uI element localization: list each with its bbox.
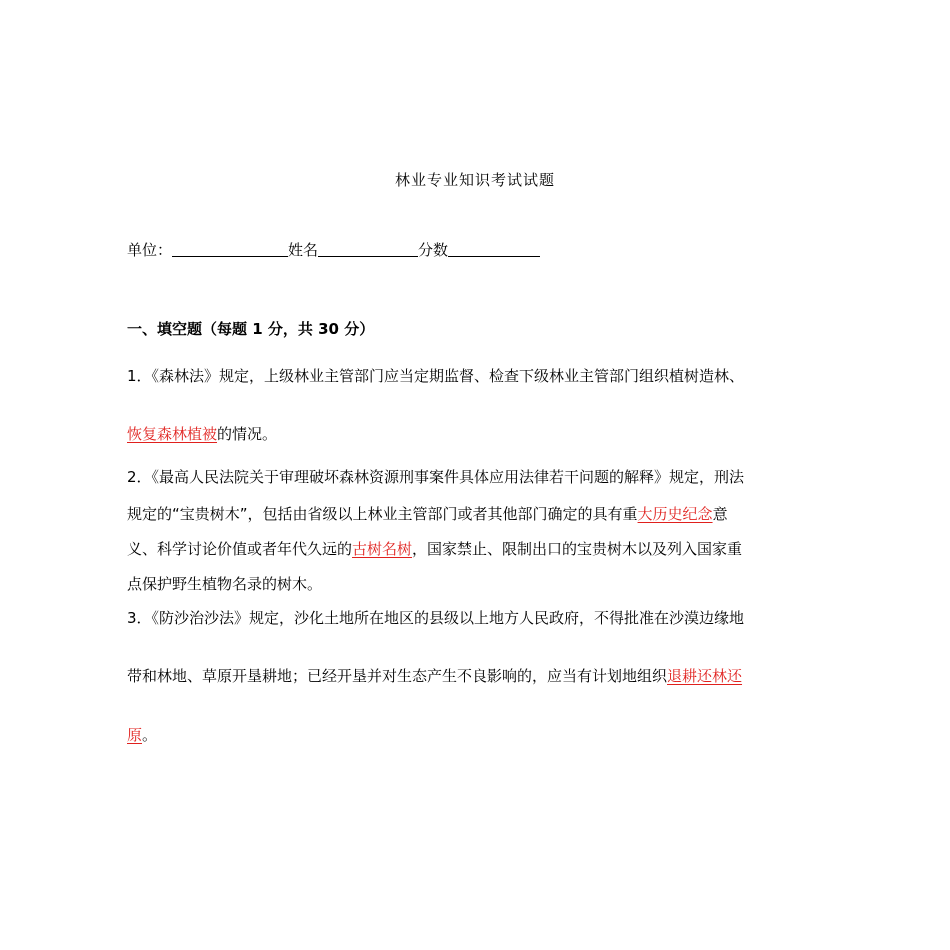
- q2-line3-pre: 义、科学讨论价值或者年代久远的: [127, 540, 353, 558]
- score-label: 分数: [418, 241, 449, 259]
- question-2-line-2: [127, 503, 728, 525]
- q2-line2-pre: 规定的“宝贵树木”，包括由省级以上林业主管部门或者其他部门确定的具有重: [127, 505, 638, 523]
- q2-line2-post: 意: [712, 505, 728, 523]
- header-fields: [127, 239, 540, 261]
- question-2-line-3: [127, 538, 742, 560]
- question-3-line-1: 3．《防沙治沙法》规定，沙化土地所在地区的县级以上地方人民政府，不得批准在沙漠边缘地: [127, 609, 745, 627]
- q3-answer-part-a: 退耕还林还: [667, 667, 743, 685]
- name-blank[interactable]: [318, 240, 418, 257]
- q3-answer-part-b: 原: [127, 726, 143, 744]
- question-1-line-1: 1．《森林法》规定，上级林业主管部门应当定期监督、检查下级林业主管部门组织植树造林、: [127, 367, 745, 385]
- q2-answer-1: 大历史纪念: [637, 505, 713, 523]
- score-blank[interactable]: [448, 240, 540, 257]
- exam-title: 林业专业知识考试试题: [394, 171, 555, 189]
- q1-tail: 的情况。: [217, 425, 278, 443]
- q3-line2-pre: 带和林地、草原开垦耕地；已经开垦并对生态产生不良影响的，应当有计划地组织: [127, 667, 668, 685]
- q2-line3-post: ，国家禁止、限制出口的宝贵树木以及列入国家重: [412, 540, 743, 558]
- question-1-line-2: [127, 423, 277, 445]
- q1-answer: 恢复森林植被: [127, 425, 218, 443]
- question-2-line-1: 2．《最高人民法院关于审理破坏森林资源刑事案件具体应用法律若干问题的解释》规定，刑法: [127, 468, 745, 486]
- question-3-line-3: [127, 724, 157, 746]
- q3-tail: 。: [142, 726, 158, 744]
- unit-blank[interactable]: [172, 240, 288, 257]
- question-2-line-4: 点保护野生植物名录的树木。: [127, 575, 323, 593]
- name-label: 姓名: [288, 241, 319, 259]
- section-heading: 一、填空题（每题 1 分，共 30 分）: [127, 320, 375, 338]
- unit-label: 单位：: [127, 241, 173, 259]
- question-3-line-2: [127, 665, 742, 687]
- q2-answer-2: 古树名树: [352, 540, 413, 558]
